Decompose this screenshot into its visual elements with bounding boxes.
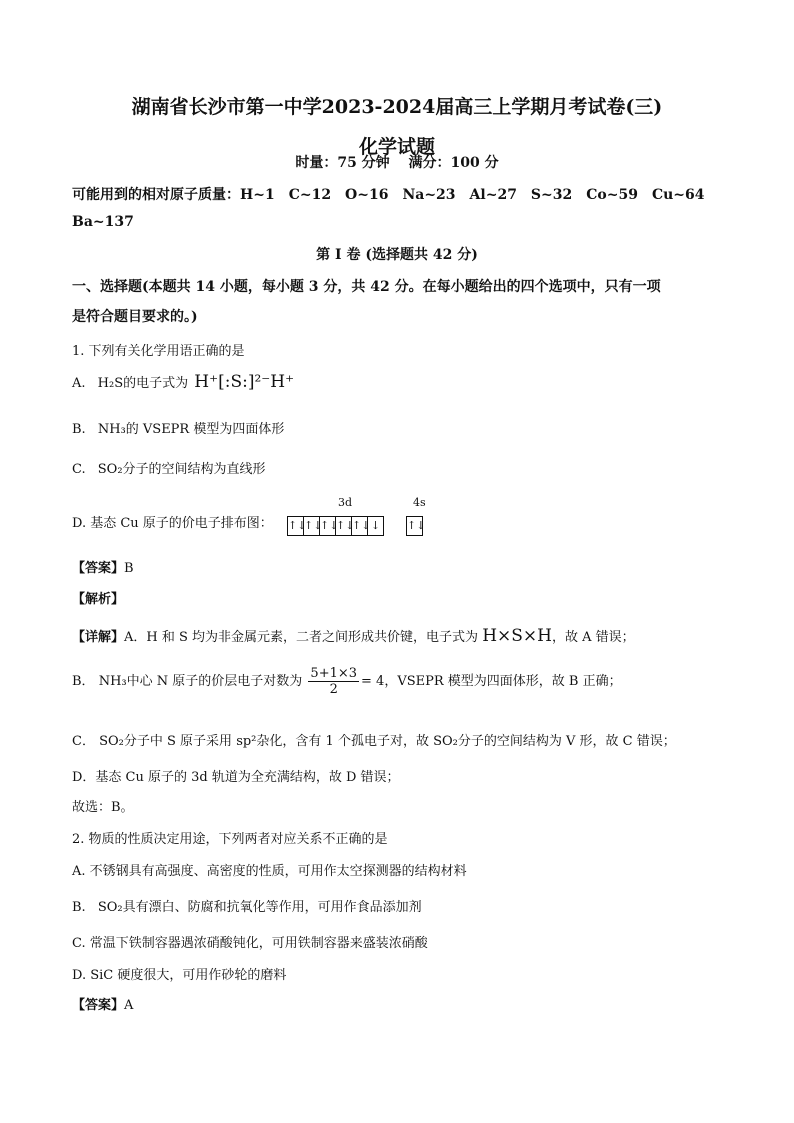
atomic-masses-line1: 可能用到的相对原子质量：H~1 C~12 O~16 Na~23 Al~27 S~32 Co~59 Cu~64: [72, 187, 705, 203]
detail-b-mid: 中心 N 原子的价层电子对数为: [126, 674, 303, 689]
page-title: 湖南省长沙市第一中学2023-2024届高三上学期月考试卷(三): [131, 96, 663, 118]
orbital-cell: ↑↓: [320, 517, 336, 535]
detail-b-end: ，VSEPR 模型为四面体形，故 B 正确；: [384, 674, 622, 689]
h2s-covalent-electron-formula: H×S×H: [482, 626, 552, 646]
q1-option-c: [72, 458, 266, 477]
answer-label: 【答案】: [72, 998, 125, 1013]
q1-detail-c: [72, 730, 676, 749]
detail-c-end: 分子的空间结构为 V 形，故 C 错误；: [457, 734, 676, 749]
answer-value: B: [124, 561, 134, 576]
nh3-formula: NH₃: [97, 422, 126, 437]
page-subtitle: 化学试题: [358, 136, 435, 158]
so2-formula: SO₂: [97, 462, 123, 477]
q2-answer: [72, 994, 133, 1013]
so2-formula: SO₂: [97, 900, 123, 915]
atomic-masses-line2: Ba~137: [72, 214, 134, 230]
orbital-cell: ↑↓: [288, 517, 304, 535]
orbital-3d-label: 3d: [338, 496, 353, 509]
orbital-diagram-3d: [287, 514, 384, 536]
so2-formula: SO₂: [99, 734, 124, 749]
detail-a-text: A．H 和 S 均为非金属元素，二者之间形成共价键，电子式为: [124, 630, 479, 645]
exam-time-info: 时量：75 分钟 满分：100 分: [295, 155, 499, 171]
q1-c-prefix: C.: [72, 462, 86, 477]
fraction-denominator: 2: [329, 682, 338, 697]
q1-answer: [72, 557, 134, 576]
nh3-formula: NH₃: [98, 674, 127, 689]
orbital-cell: ↑↓: [304, 517, 320, 535]
orbital-cell: ↑↓: [407, 519, 426, 532]
q1-detail-d: D．基态 Cu 原子的 3d 轨道为全充满结构，故 D 错误；: [72, 770, 400, 785]
q1-analysis-label: 【解析】: [72, 592, 125, 607]
q1-a-prefix: A.: [72, 376, 86, 391]
detail-c-mid2: 杂化，含有 1 个孤电子对，故: [256, 734, 429, 749]
q2-b-prefix: B.: [72, 900, 86, 915]
q1-c-text: 分子的空间结构为直线形: [122, 462, 266, 477]
orbital-cell: ↑↓: [352, 517, 368, 535]
q1-detail-a: [72, 626, 635, 646]
detail-b-prefix: B．: [72, 674, 95, 689]
answer-label: 【答案】: [72, 561, 125, 576]
section-intro-line2: 是符合题目要求的。): [72, 309, 198, 325]
detail-label: 【详解】: [72, 630, 125, 645]
detail-c-prefix: C．: [72, 734, 95, 749]
q2-b-text: 具有漂白、防腐和抗氧化等作用，可用作食品添加剂: [122, 900, 422, 915]
detail-c-mid1: 分子中 S 原子采用: [123, 734, 233, 749]
q1-option-a: [72, 372, 294, 392]
orbital-4s-label: 4s: [413, 496, 426, 509]
orbital-cell: ↑↓: [336, 517, 352, 535]
q1-b-text: 的 VSEPR 模型为四面体形: [125, 422, 285, 437]
orbital-cell: ↓: [370, 519, 381, 532]
q2-option-b: [72, 896, 422, 915]
orbital-diagram-4s: [406, 514, 426, 536]
part-title: 第 I 卷 (选择题共 42 分): [316, 247, 478, 263]
q1-stem: 1. 下列有关化学用语正确的是: [72, 344, 245, 359]
q1-b-prefix: B.: [72, 422, 86, 437]
q1-a-text: 的电子式为: [123, 376, 189, 391]
q2-option-d: D. SiC 硬度很大，可用作砂轮的磨料: [72, 968, 287, 983]
section-intro-line1: 一、选择题(本题共 14 小题，每小题 3 分，共 42 分。在每小题给出的四个选项中，只有一项: [72, 279, 661, 295]
q2-option-a: A. 不锈钢具有高强度、高密度的性质，可用作太空探测器的结构材料: [72, 864, 467, 879]
h2s-formula: H₂S: [97, 376, 124, 391]
q2-stem: 2. 物质的性质决定用途，下列两者对应关系不正确的是: [72, 832, 388, 847]
detail-a-end: ，故 A 错误；: [551, 630, 635, 645]
h2s-ionic-electron-formula: H⁺[:S:]²⁻H⁺: [194, 372, 295, 392]
answer-value: A: [124, 998, 134, 1013]
fraction-numerator: 5+1×3: [310, 666, 358, 681]
q1-option-b: [72, 418, 284, 437]
so2-formula: SO₂: [433, 734, 458, 749]
q2-option-c: C. 常温下铁制容器遇浓硝酸钝化，可用铁制容器来盛装浓硝酸: [72, 936, 428, 951]
q1-option-d: D. 基态 Cu 原子的价电子排布图：: [72, 516, 273, 531]
fraction-result: = 4: [361, 674, 385, 689]
q1-conclusion: 故选：B。: [72, 800, 134, 815]
sp2-hybrid: sp²: [236, 734, 257, 749]
valence-pair-fraction: [308, 666, 359, 697]
q1-detail-b: [72, 666, 622, 697]
